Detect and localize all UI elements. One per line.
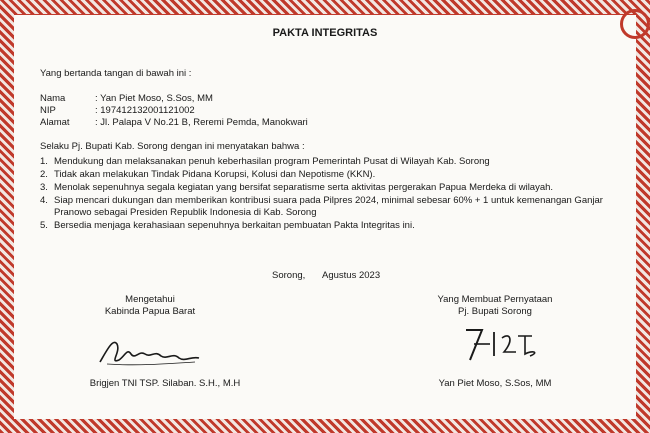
list-text: Bersedia menjaga kerahasiaan sepenuhnya berkaitan pembuatan Pakta Integritas ini. <box>54 220 415 231</box>
identity-label-address: Alamat <box>40 117 70 128</box>
right-signature-icon <box>460 322 550 367</box>
list-number: 4. <box>40 195 48 206</box>
right-signatory-name: Yan Piet Moso, S.Sos, MM <box>438 378 552 389</box>
list-item <box>40 220 620 232</box>
points-list <box>40 156 620 233</box>
left-signature-icon <box>95 330 215 370</box>
list-text: Siap mencari dukungan dan memberikan kontribusi suara pada Pilpres 2024, minimal sebesar 60% + 1 untuk kemenangan Ganjar Pranowo sebagai Presiden Republik Indonesia di Kab. Sorong <box>54 195 603 218</box>
list-number: 3. <box>40 182 48 193</box>
statement-text: Selaku Pj. Bupati Kab. Sorong dengan ini menyatakan bahwa : <box>40 141 305 152</box>
right-signatory-line2: Pj. Bupati Sorong <box>458 306 532 317</box>
intro-text: Yang bertanda tangan di bawah ini : <box>40 68 192 79</box>
list-item <box>40 156 620 168</box>
list-number: 5. <box>40 220 48 231</box>
list-text: Mendukung dan melaksanakan penuh keberhasilan program Pemerintah Pusat di Wilayah Kab. Sorong <box>54 156 490 167</box>
document-title: PAKTA INTEGRITAS <box>272 27 378 39</box>
left-signatory-name: Brigjen TNI TSP. Silaban. S.H., M.H <box>89 378 241 389</box>
list-item <box>40 195 620 219</box>
identity-value-name: : Yan Piet Moso, S.Sos, MM <box>95 93 213 104</box>
list-item <box>40 182 620 194</box>
list-number: 1. <box>40 156 48 167</box>
left-signatory-line2: Kabinda Papua Barat <box>104 306 196 317</box>
list-text: Menolak sepenuhnya segala kegiatan yang bersifat separatisme serta aktivitas pergerakan Papua Merdeka di wilayah. <box>54 182 554 193</box>
list-item <box>40 169 620 181</box>
list-number: 2. <box>40 169 48 180</box>
date-text: Agustus 2023 <box>322 270 381 281</box>
identity-value-address: : Jl. Palapa V No.21 B, Reremi Pemda, Manokwari <box>95 117 308 128</box>
left-signatory-line1: Mengetahui <box>125 294 175 305</box>
identity-value-nip: : 197412132001121002 <box>95 105 195 116</box>
identity-label-name: Nama <box>40 93 66 104</box>
list-text: Tidak akan melakukan Tindak Pidana Korupsi, Kolusi dan Nepotisme (KKN). <box>54 169 376 180</box>
identity-label-nip: NIP <box>40 105 56 116</box>
place-text: Sorong, <box>272 270 306 281</box>
right-signatory-line1: Yang Membuat Pernyataan <box>437 294 553 305</box>
